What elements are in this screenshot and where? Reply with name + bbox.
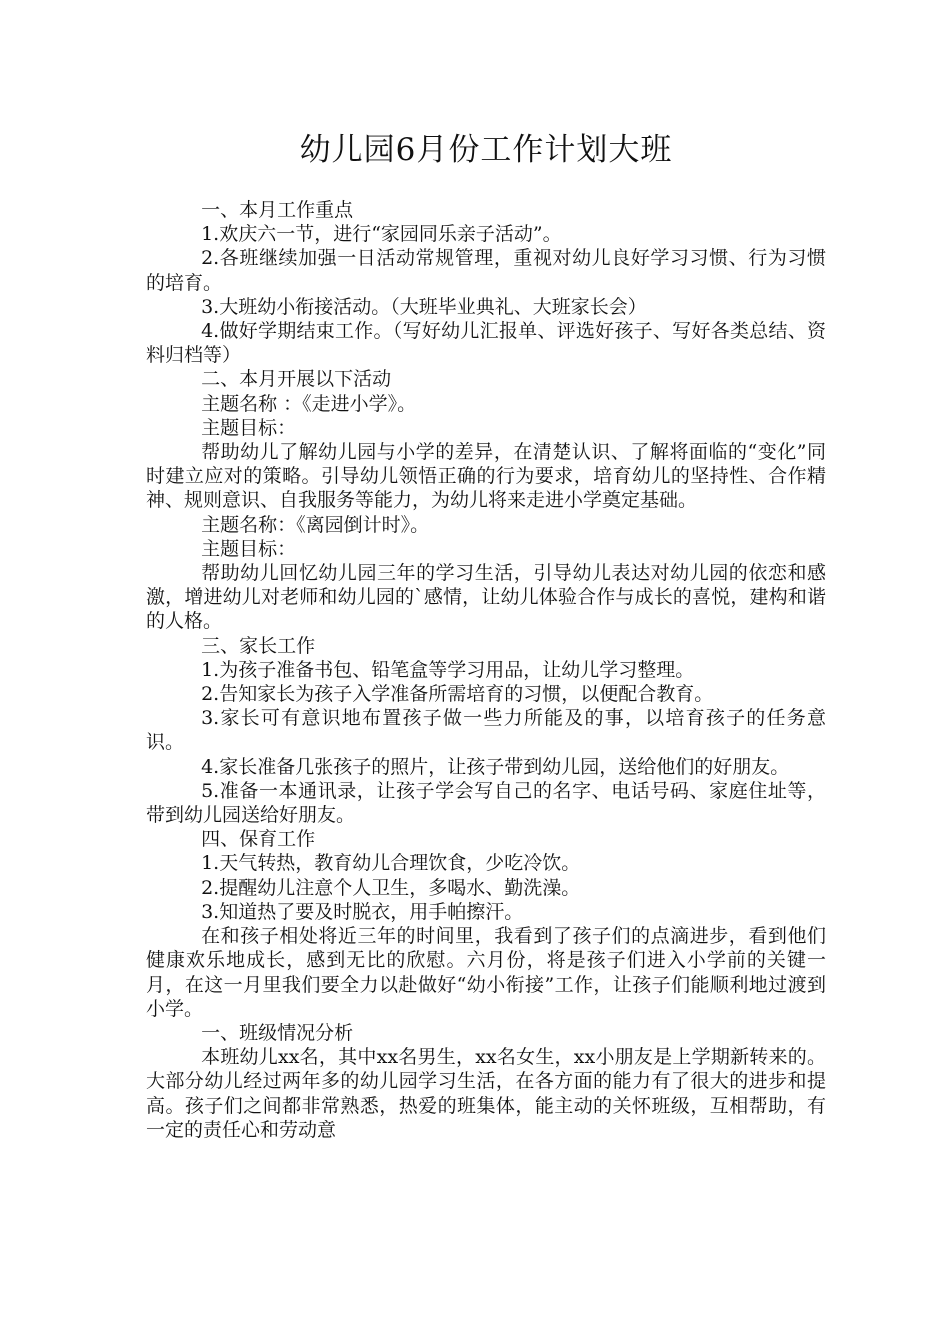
list-item: 1.欢庆六一节，进行“家园同乐亲子活动”。 [201, 223, 562, 246]
list-item: 3.家长可有意识地布置孩子做一些力所能及的事，以培育孩子的任务意识。 [146, 707, 826, 754]
theme-goal-label: 主题目标： [201, 416, 297, 439]
list-item: 5.准备一本通讯录，让孩子学会写自己的名字、电话号码、家庭住址等，带到幼儿园送给好朋友。 [146, 779, 826, 827]
document-title: 幼儿园6月份工作计划大班 [299, 132, 673, 168]
list-item: 4.家长准备几张孩子的照片，让孩子带到幼儿园，送给他们的好朋友。 [201, 755, 790, 778]
section-heading: 一、班级情况分析 [201, 1021, 354, 1044]
list-item: 2.告知家长为孩子入学准备所需培育的习惯，以便配合教育。 [201, 683, 714, 706]
list-item: 1.为孩子准备书包、铅笔盒等学习用品，让幼儿学习整理。 [201, 658, 695, 681]
section-heading: 三、家长工作 [201, 634, 316, 657]
list-item: 2.提醒幼儿注意个人卫生，多喝水、勤洗澡。 [201, 876, 581, 899]
body-paragraph: 帮助幼儿回忆幼儿园三年的学习生活，引导幼儿表达对幼儿园的依恋和感激，增进幼儿对老师和幼儿园的`感情，让幼儿体验合作与成长的喜悦，建构和谐的人格。 [146, 562, 826, 633]
section-heading: 一、本月工作重点 [201, 199, 354, 221]
body-paragraph: 帮助幼儿了解幼儿园与小学的差异，在清楚认识、了解将面临的“变化”同时建立应对的策略。引导幼儿领悟正确的行为要求，培育幼儿的坚持性、合作精神、规则意识、自我服务等能力，为幼儿将来走进小学奠定基础。 [146, 441, 826, 512]
document-body [146, 198, 826, 1142]
list-item: 3.知道热了要及时脱衣，用手帕擦汗。 [201, 900, 524, 923]
list-item: 4.做好学期结束工作。（写好幼儿汇报单、评选好孩子、写好各类总结、资料归档等） [146, 320, 826, 367]
section-heading: 四、保育工作 [201, 828, 316, 851]
list-item: 2.各班继续加强一日活动常规管理，重视对幼儿良好学习习惯、行为习惯的培育。 [146, 247, 826, 294]
list-item: 1.天气转热，教育幼儿合理饮食，少吃冷饮。 [201, 852, 581, 875]
theme-goal-label: 主题目标： [201, 537, 297, 560]
section-heading: 二、本月开展以下活动 [201, 368, 392, 391]
theme-name: 主题名称：《离园倒计时》。 [201, 513, 430, 536]
body-paragraph: 在和孩子相处将近三年的时间里，我看到了孩子们的点滴进步，看到他们健康欢乐地成长，感到无比的欣慰。六月份，将是孩子们进入小学前的关键一月，在这一月里我们要全力以赴做好“幼小衔接”工作，让孩子们能顺利地过渡到小学。 [146, 925, 826, 1020]
body-paragraph: 本班幼儿xx名，其中xx名男生，xx名女生，xx小朋友是上学期新转来的。大部分幼儿经过两年多的幼儿园学习生活，在各方面的能力有了很大的进步和提高。孩子们之间都非常熟悉，热爱的班集体，能主动的关怀班级，互相帮助，有一定的责任心和劳动意 [146, 1046, 826, 1141]
document-page [146, 122, 826, 1142]
list-item: 3.大班幼小衔接活动。（大班毕业典礼、大班家长会） [201, 295, 647, 318]
theme-name: 主题名称 ：《走进小学》。 [201, 392, 417, 415]
